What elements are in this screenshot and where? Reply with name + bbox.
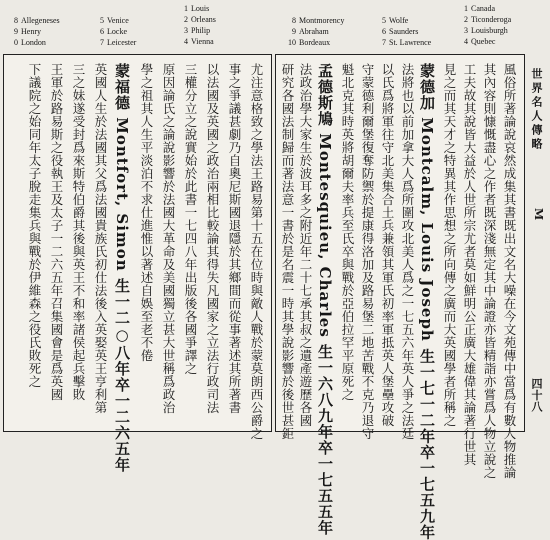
legend-entry: 2 Ticonderoga [464, 15, 512, 24]
legend [0, 0, 550, 54]
text-column: 英國人生於法國其父爲法國貴族氏初仕法後入英娶英王亨利第 [93, 63, 108, 414]
text-column: 研究各國法制歸而著法意一書於是名震一時其學說影響於後世甚鉅 [280, 63, 295, 440]
legend-entry: 9 Abraham [292, 27, 329, 36]
legend-group-1 [6, 15, 60, 48]
legend-entry: 1 Canada [464, 4, 495, 13]
text-column: 尤注意格致之學法王路易第十五在位時與敵人戰於蒙莫朗西公爵之 [249, 63, 264, 440]
legend-entry: 4 Vienna [184, 37, 214, 46]
legend-entry: 9 Henry [14, 27, 41, 36]
text-column: 法政治學大家生於波耳多之附近年二十七承其叔之遺產遊歷各國 [298, 63, 313, 427]
legend-group-6 [456, 3, 511, 47]
legend-entry: 4 Quebec [464, 37, 496, 46]
page-side-margin [526, 58, 546, 430]
right-text-panel [275, 54, 525, 540]
text-column: 三之妹遂受封爲來斯特伯爵其後與英王不和率諸侯起兵擊敗 [71, 63, 86, 401]
page-number: 四十八 [530, 378, 543, 413]
text-column: 原因論氏之論說影響於法國大革命及美國獨立甚大世稱爲政治 [161, 63, 176, 414]
text-column: 守蒙德利爾堡復奪防禦於提康得洛加及路易堡二地苦戰不克乃退守 [360, 63, 375, 440]
text-column: 王軍於路易斯之役執王及太子一二六五年召集國會是爲英國 [49, 63, 64, 401]
legend-group-5 [374, 15, 431, 48]
text-column: 下議院之始同年太子脫走集兵與戰於伊維森之役氏敗死之 [27, 63, 42, 388]
text-column: 學之祖其人生平淡泊不求仕進惟以著述自娛至老不倦 [139, 63, 154, 362]
text-column: 事之爭議甚劇乃自奧尼斯國退隱於其鄉間而從事著述其所著書 [227, 63, 242, 414]
legend-entry: 6 Saunders [382, 27, 419, 36]
legend-entry: 2 Orleans [184, 15, 216, 24]
legend-entry: 5 Venice [100, 16, 129, 25]
legend-entry: 7 St. Lawrence [382, 38, 432, 47]
legend-entry: 5 Wolfe [382, 16, 409, 25]
running-title: 世界名人傳略 [530, 68, 543, 152]
legend-group-2 [92, 15, 136, 48]
volume-letter: M [532, 208, 545, 221]
legend-entry: 6 Locke [100, 27, 127, 36]
text-column: 工夫故其說皆大益於人世所宗尤者莫如鮮明公正廣大雄偉其論著行世其 [462, 63, 477, 466]
left-text-panel [3, 54, 272, 473]
legend-entry: 8 Montmorency [292, 16, 345, 25]
legend-entry: 8 Allegeneses [14, 16, 60, 25]
text-column: 見之而其天才之特異其作思想之所向傳之廣而大英國學者所稱之 [442, 63, 457, 427]
text-column: 法將也以前加拿大人爲所圍攻北美人爲之一七五六年英人爭之法廷 [400, 63, 415, 440]
legend-group-4 [284, 15, 344, 48]
legend-entry: 0 London [14, 38, 46, 47]
text-column: 魁北克其時英將胡爾夫率兵至氏卒與戰於亞伯拉罕平原死之 [340, 63, 355, 401]
legend-entry: 10 Bordeaux [288, 38, 331, 47]
entry-heading: 蒙福德 Montfort, Simon 生一二○八年卒一二六五年 [113, 63, 131, 473]
text-column: 風俗所著論說哀然成集其書既出文名大噪在今文苑傳中當爲有數人物推論 [502, 63, 517, 479]
entry-heading: 蒙德加 Montcalm, Louis Joseph 生一七一二年卒一七五九年 [418, 63, 436, 540]
text-column: 以法國及英國之政治兩相比較論其得失凡國家之立法行政司法 [205, 63, 220, 414]
entry-heading: 孟德斯鳩 Montesquieu, Charles 生一六八九年卒一七五五年 [316, 63, 334, 537]
legend-entry: 3 Philip [184, 26, 211, 35]
legend-entry: 3 Louisburgh [464, 26, 508, 35]
legend-entry: 7 Leicester [100, 38, 137, 47]
legend-entry: 1 Louis [184, 4, 210, 13]
text-column: 其內容則慷慨盡心之作者既深淺無定其中論證亦皆精詣亦嘗爲人物立說之 [482, 63, 497, 479]
text-column: 以氏爲將軍往守北美集合土兵兼領其軍氏初率軍抵英人堡壘攻破 [380, 63, 395, 427]
legend-group-3 [176, 3, 216, 47]
text-column: 三權分立之說實始於此書一七四八年出版後各國爭譯之 [183, 63, 198, 375]
